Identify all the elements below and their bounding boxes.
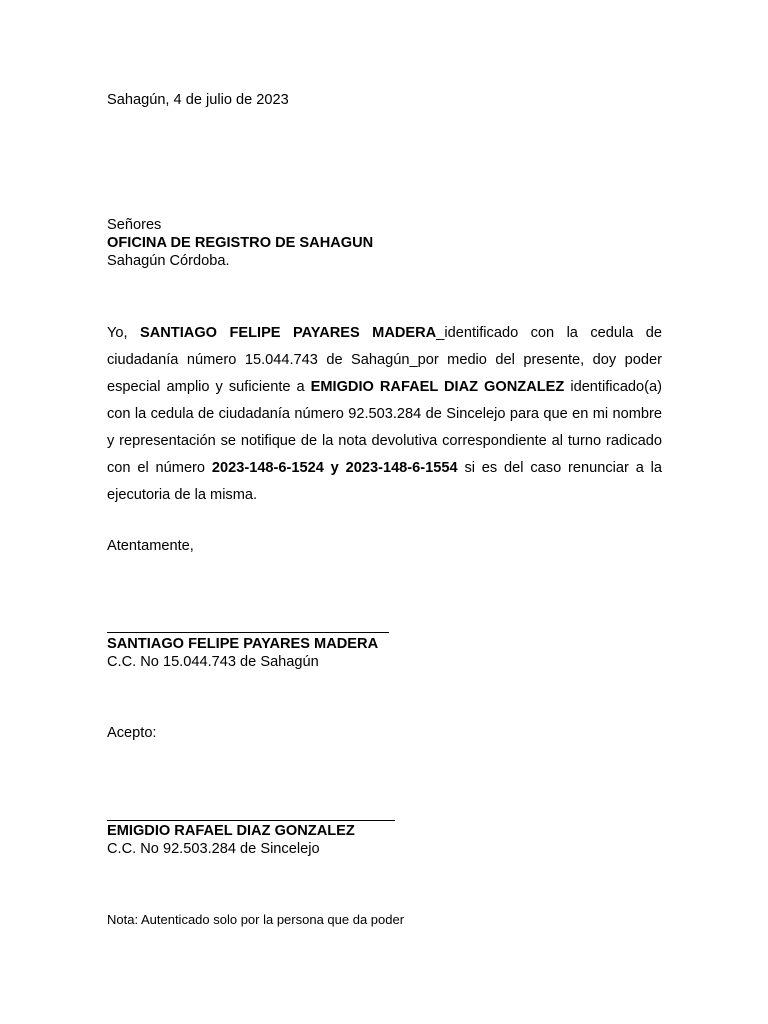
- closing: Atentamente,: [107, 538, 194, 554]
- grantor-id-line: C.C. No 15.044.743 de Sahagún: [107, 654, 319, 670]
- attorney-signature-name: EMIGDIO RAFAEL DIAZ GONZALEZ: [107, 823, 355, 839]
- accept-label: Acepto:: [107, 725, 157, 741]
- body-text-2: _identificado con la cedula de ciudadanía número 15.044.743 de Sahagún_por medio del presente, doy poder especial amplio y suficiente a: [107, 325, 663, 395]
- recipient-location: Sahagún Córdoba.: [107, 253, 230, 269]
- recipient-office: OFICINA DE REGISTRO DE SAHAGUN: [107, 235, 374, 251]
- body-text-3: identificado(a) con la cedula de ciudadanía número 92.503.284 de Sincelejo para que en mi nombre y representación se notifique de la nota devolutiva correspondiente al turno radicado con el número: [107, 379, 663, 476]
- recipient-salutation: Señores: [107, 217, 162, 233]
- body-text-1: Yo,: [107, 325, 140, 341]
- attorney-id-line: C.C. No 92.503.284 de Sincelejo: [107, 841, 320, 857]
- letter-body: [107, 320, 662, 509]
- authentication-note: Nota: Autenticado solo por la persona que da poder: [107, 912, 405, 927]
- turn-numbers: 2023-148-6-1524 y 2023-148-6-1554: [211, 460, 458, 476]
- signature-line-grantor: [107, 632, 389, 633]
- grantor-name: SANTIAGO FELIPE PAYARES MADERA: [140, 325, 437, 341]
- grantor-signature-name: SANTIAGO FELIPE PAYARES MADERA: [107, 636, 379, 652]
- date-line: Sahagún, 4 de julio de 2023: [107, 92, 289, 108]
- attorney-name: EMIGDIO RAFAEL DIAZ GONZALEZ: [310, 379, 565, 395]
- body-text-4: si es del caso renunciar a la ejecutoria de la misma.: [107, 460, 662, 503]
- signature-line-attorney: [107, 820, 395, 821]
